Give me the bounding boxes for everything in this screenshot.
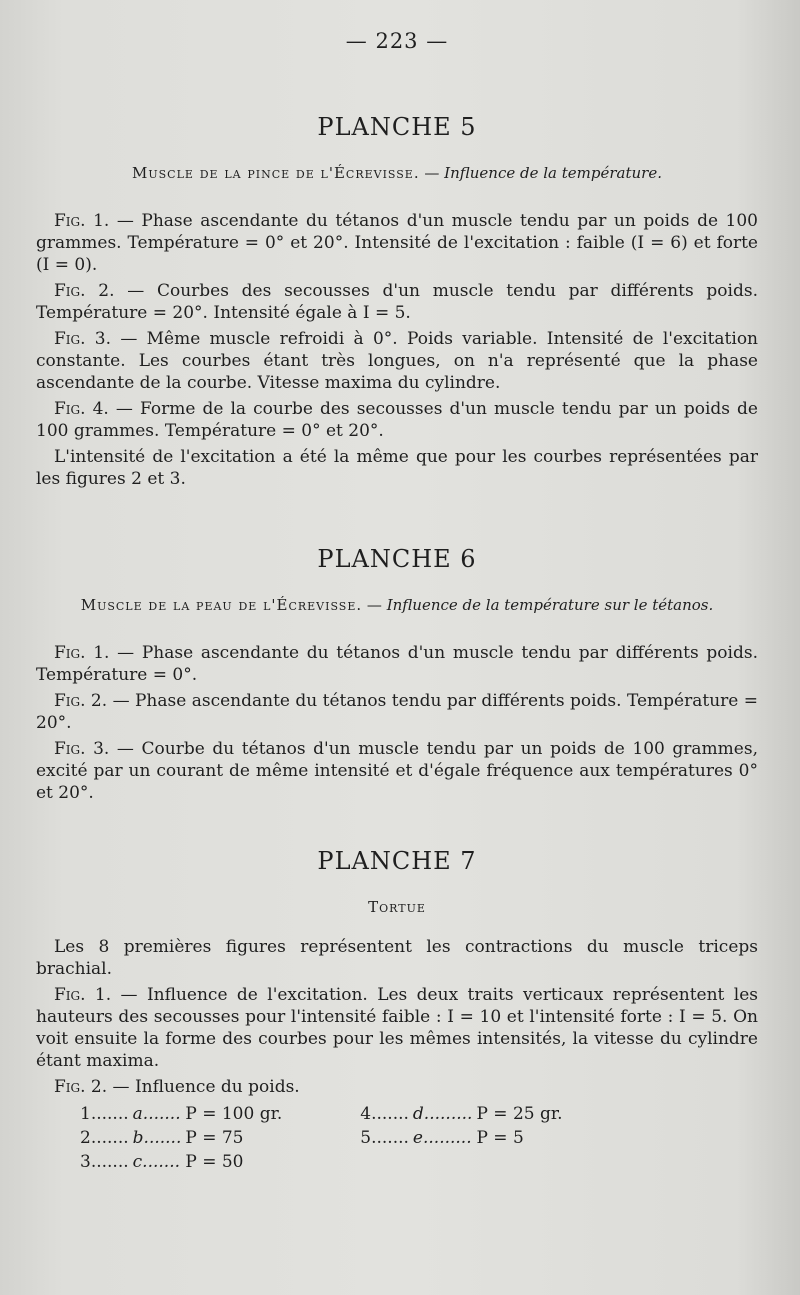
planche6-fig3 bbox=[36, 738, 758, 804]
planche5-fig3 bbox=[36, 328, 758, 394]
planche7-title: PLANCHE 7 bbox=[317, 847, 477, 875]
page-number: — 223 — bbox=[345, 29, 449, 53]
planche6-subtitle-italic: Influence de la température sur le tétanos. bbox=[386, 596, 714, 614]
weight-value: P = 100 gr. bbox=[185, 1104, 283, 1124]
curve-letter: d......... bbox=[412, 1104, 473, 1124]
fig-label: Fig. 4. bbox=[54, 399, 109, 419]
fig-label: Fig. 1. bbox=[54, 643, 110, 663]
fig-label: Fig. 2. bbox=[54, 1077, 108, 1097]
planche6-subtitle-sep: — bbox=[362, 596, 387, 614]
weight-value: P = 75 bbox=[185, 1128, 244, 1148]
fig-text: — Phase ascendante du tétanos d'un muscle tendu par un poids de 100 grammes. Température = 0° et 20°. Intensité de l'excitation : faible (I = 6) et forte (I = 0). bbox=[36, 211, 758, 275]
row-number bbox=[360, 1150, 413, 1174]
fig-text: — Influence de l'excitation. Les deux traits verticaux représentent les hauteurs des secousses pour l'intensité faible : I = 10 et l'intensité forte : I = 5. On voit ensuite la forme des courbes pour les mêmes intensités, la vitesse du cylindre étant maxima. bbox=[36, 985, 758, 1071]
weight-value bbox=[476, 1150, 566, 1174]
curve-letter: c....... bbox=[132, 1152, 181, 1172]
planche5-fig1 bbox=[36, 210, 758, 276]
planche7-intro: Les 8 premières figures représentent les contractions du muscle triceps brachial. bbox=[36, 937, 758, 979]
fig-text: — Forme de la courbe des secousses d'un muscle tendu par un poids de 100 grammes. Température = 0° et 20°. bbox=[36, 399, 758, 441]
planche5-subtitle-italic: Influence de la température. bbox=[444, 164, 662, 182]
curve-letter: e......... bbox=[412, 1128, 472, 1148]
fig-label: Fig. 2. bbox=[54, 691, 108, 711]
fig-text: — Phase ascendante du tétanos d'un muscle tendu par différents poids. Température = 0°. bbox=[36, 643, 758, 685]
planche6-title: PLANCHE 6 bbox=[317, 545, 477, 573]
planche6-subtitle bbox=[36, 594, 758, 616]
poids-table bbox=[80, 1102, 567, 1174]
planche6-fig2 bbox=[36, 690, 758, 734]
fig-label: Fig. 3. bbox=[54, 739, 110, 759]
planche5-subtitle-sep: — bbox=[419, 164, 445, 182]
fig-text: — Influence du poids. bbox=[107, 1077, 300, 1097]
planche5-subtitle bbox=[36, 162, 758, 184]
fig-label: Fig. 1. bbox=[54, 985, 112, 1005]
curve-letter: a....... bbox=[132, 1104, 181, 1124]
fig-text: — Même muscle refroidi à 0°. Poids variable. Intensité de l'excitation constante. Les courbes étant très longues, on n'a représenté que la phase ascendante de la courbe. Vitesse maxima du cylindre. bbox=[36, 329, 758, 393]
planche5-note: L'intensité de l'excitation a été la même que pour les courbes représentées par les figures 2 et 3. bbox=[36, 447, 758, 489]
planche5-title: PLANCHE 5 bbox=[317, 113, 477, 141]
row-number: 2....... bbox=[80, 1128, 129, 1148]
table-row bbox=[80, 1102, 567, 1126]
planche7-section: Tortue bbox=[368, 898, 426, 916]
fig-label: Fig. 1. bbox=[54, 211, 110, 231]
fig-label: Fig. 3. bbox=[54, 329, 112, 349]
row-number: 3....... bbox=[80, 1152, 129, 1172]
row-number: 4....... bbox=[360, 1104, 409, 1124]
planche6-fig1 bbox=[36, 642, 758, 686]
planche5-fig2 bbox=[36, 280, 758, 324]
planche5-subtitle-main: Muscle de la pince de l'Écrevisse. bbox=[132, 164, 420, 182]
fig-text: — Courbe du tétanos d'un muscle tendu par un poids de 100 grammes, excité par un courant de même intensité et d'égale fréquence aux températures 0° et 20°. bbox=[36, 739, 758, 803]
fig-text: — Phase ascendante du tétanos tendu par différents poids. Température = 20°. bbox=[36, 691, 758, 733]
curve-letter: b....... bbox=[132, 1128, 182, 1148]
curve-letter bbox=[413, 1150, 477, 1174]
weight-value: P = 5 bbox=[476, 1128, 524, 1148]
weight-value: P = 50 bbox=[185, 1152, 244, 1172]
planche6-subtitle-main: Muscle de la peau de l'Écrevisse. bbox=[80, 596, 363, 614]
row-number: 1....... bbox=[80, 1104, 129, 1124]
weight-value: P = 25 gr. bbox=[476, 1104, 563, 1124]
planche7-fig1 bbox=[36, 984, 758, 1072]
planche5-fig4 bbox=[36, 398, 758, 442]
table-row bbox=[80, 1126, 567, 1150]
page-content bbox=[36, 30, 758, 1174]
fig-label: Fig. 2. bbox=[54, 281, 115, 301]
fig-text: — Courbes des secousses d'un muscle tendu par différents poids. Température = 20°. Intensité égale à I = 5. bbox=[36, 281, 758, 323]
table-row bbox=[80, 1150, 567, 1174]
row-number: 5....... bbox=[360, 1128, 409, 1148]
planche7-fig2 bbox=[36, 1076, 758, 1098]
